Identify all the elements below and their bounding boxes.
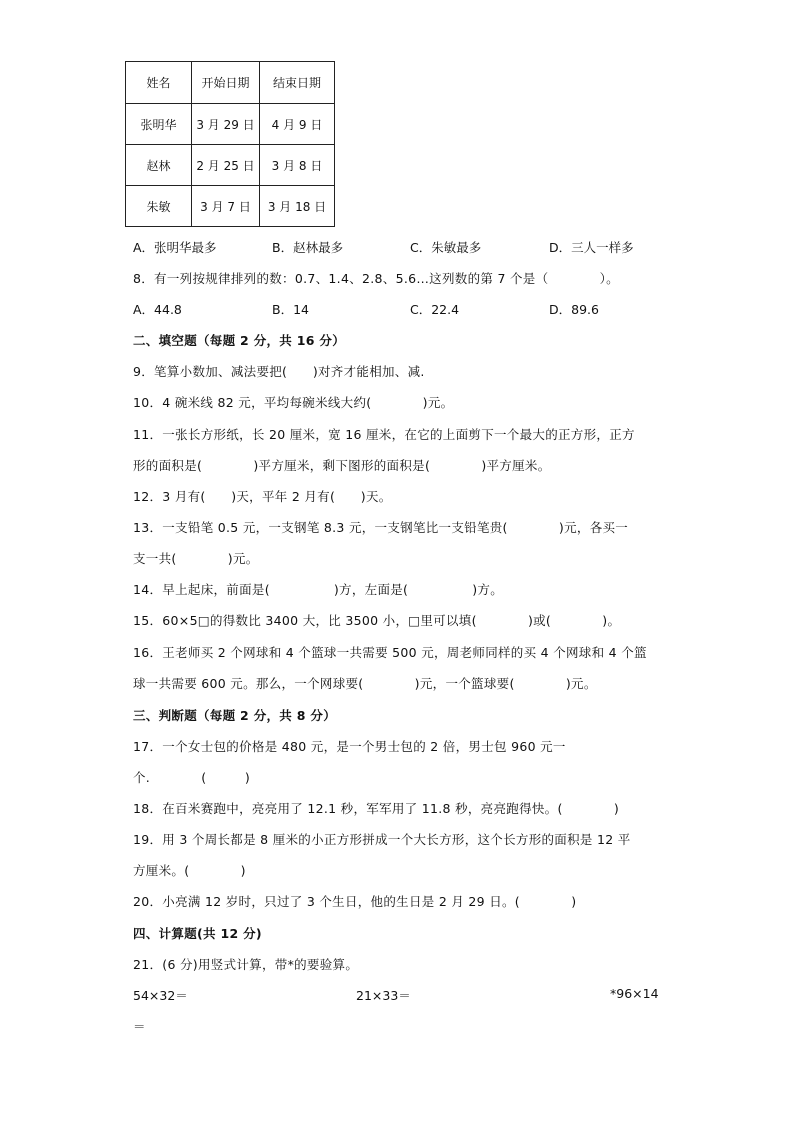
table-row bbox=[126, 104, 335, 145]
question-19-line1: 19．用 3 个周长都是 8 厘米的小正方形拼成一个大长方形，这个长方形的面积是 12 平 bbox=[133, 832, 631, 847]
table-cell: 2 月 25 日 bbox=[192, 145, 260, 186]
question-8: 8．有一列按规律排列的数：0.7、1.4、2.8、5.6…这列数的第 7 个是（ ）。 bbox=[133, 271, 619, 286]
date-table bbox=[125, 61, 335, 227]
calc-expression-2: 21×33＝ bbox=[356, 988, 411, 1003]
question-11-line1: 11．一张长方形纸，长 20 厘米，宽 16 厘米，在它的上面剪下一个最大的正方形，正方 bbox=[133, 427, 635, 442]
question-14: 14．早上起床，前面是( )方，左面是( )方。 bbox=[133, 582, 504, 597]
question-11-line2: 形的面积是( )平方厘米，剩下图形的面积是( )平方厘米。 bbox=[133, 458, 551, 473]
table-header-cell: 结束日期 bbox=[260, 62, 335, 104]
question-18: 18．在百米赛跑中，亮亮用了 12.1 秒，军军用了 11.8 秒，亮亮跑得快。( ) bbox=[133, 801, 620, 816]
q7-option-b: B．赵林最多 bbox=[272, 240, 344, 255]
question-19-line2: 方厘米。( ) bbox=[133, 863, 246, 878]
section-title-calc: 四、计算题(共 12 分) bbox=[133, 926, 262, 941]
table-cell: 朱敏 bbox=[126, 186, 192, 227]
question-12: 12．3 月有( )天，平年 2 月有( )天。 bbox=[133, 489, 392, 504]
section-title-fill: 二、填空题（每题 2 分，共 16 分） bbox=[133, 333, 346, 348]
q7-option-c: C．朱敏最多 bbox=[410, 240, 482, 255]
table-cell: 3 月 18 日 bbox=[260, 186, 335, 227]
table-row bbox=[126, 186, 335, 227]
table-cell: 3 月 7 日 bbox=[192, 186, 260, 227]
table-header-cell: 开始日期 bbox=[192, 62, 260, 104]
question-13-line1: 13．一支铅笔 0.5 元，一支钢笔 8.3 元，一支钢笔比一支铅笔贵( )元，各买一 bbox=[133, 520, 629, 535]
q8-option-d: D．89.6 bbox=[549, 302, 599, 317]
table-header-cell: 姓名 bbox=[126, 62, 192, 104]
question-17-line2: 个. ( ) bbox=[133, 770, 251, 785]
q8-option-b: B．14 bbox=[272, 302, 309, 317]
question-16-line2: 球一共需要 600 元。那么，一个网球要( )元，一个篮球要( )元。 bbox=[133, 676, 597, 691]
calc-expression-1: 54×32＝ bbox=[133, 988, 188, 1003]
question-20: 20．小亮满 12 岁时，只过了 3 个生日，他的生日是 2 月 29 日。( ) bbox=[133, 894, 577, 909]
question-10: 10．4 碗米线 82 元，平均每碗米线大约( )元。 bbox=[133, 395, 454, 410]
calc-expression-3-equals: ＝ bbox=[133, 1019, 146, 1034]
question-9: 9．笔算小数加、减法要把( )对齐才能相加、减. bbox=[133, 364, 425, 379]
question-21: 21．(6 分)用竖式计算，带*的要验算。 bbox=[133, 957, 359, 972]
question-16-line1: 16．王老师买 2 个网球和 4 个篮球一共需要 500 元，周老师同样的买 4 个网球和 4 个篮 bbox=[133, 645, 647, 660]
table-cell: 3 月 29 日 bbox=[192, 104, 260, 145]
question-17-line1: 17．一个女士包的价格是 480 元，是一个男士包的 2 倍，男士包 960 元一 bbox=[133, 739, 566, 754]
q7-option-d: D．三人一样多 bbox=[549, 240, 634, 255]
question-15: 15．60×5□的得数比 3400 大，比 3500 小，□里可以填( )或( )。 bbox=[133, 613, 621, 628]
table-row bbox=[126, 145, 335, 186]
q8-option-a: A．44.8 bbox=[133, 302, 182, 317]
section-title-judge: 三、判断题（每题 2 分，共 8 分） bbox=[133, 708, 337, 723]
question-13-line2: 支一共( )元。 bbox=[133, 551, 259, 566]
table-cell: 张明华 bbox=[126, 104, 192, 145]
table-cell: 3 月 8 日 bbox=[260, 145, 335, 186]
q7-option-a: A．张明华最多 bbox=[133, 240, 217, 255]
table-header-row bbox=[126, 62, 335, 104]
table-cell: 赵林 bbox=[126, 145, 192, 186]
table-cell: 4 月 9 日 bbox=[260, 104, 335, 145]
calc-expression-3: *96×14 bbox=[610, 986, 659, 1001]
q8-option-c: C．22.4 bbox=[410, 302, 460, 317]
